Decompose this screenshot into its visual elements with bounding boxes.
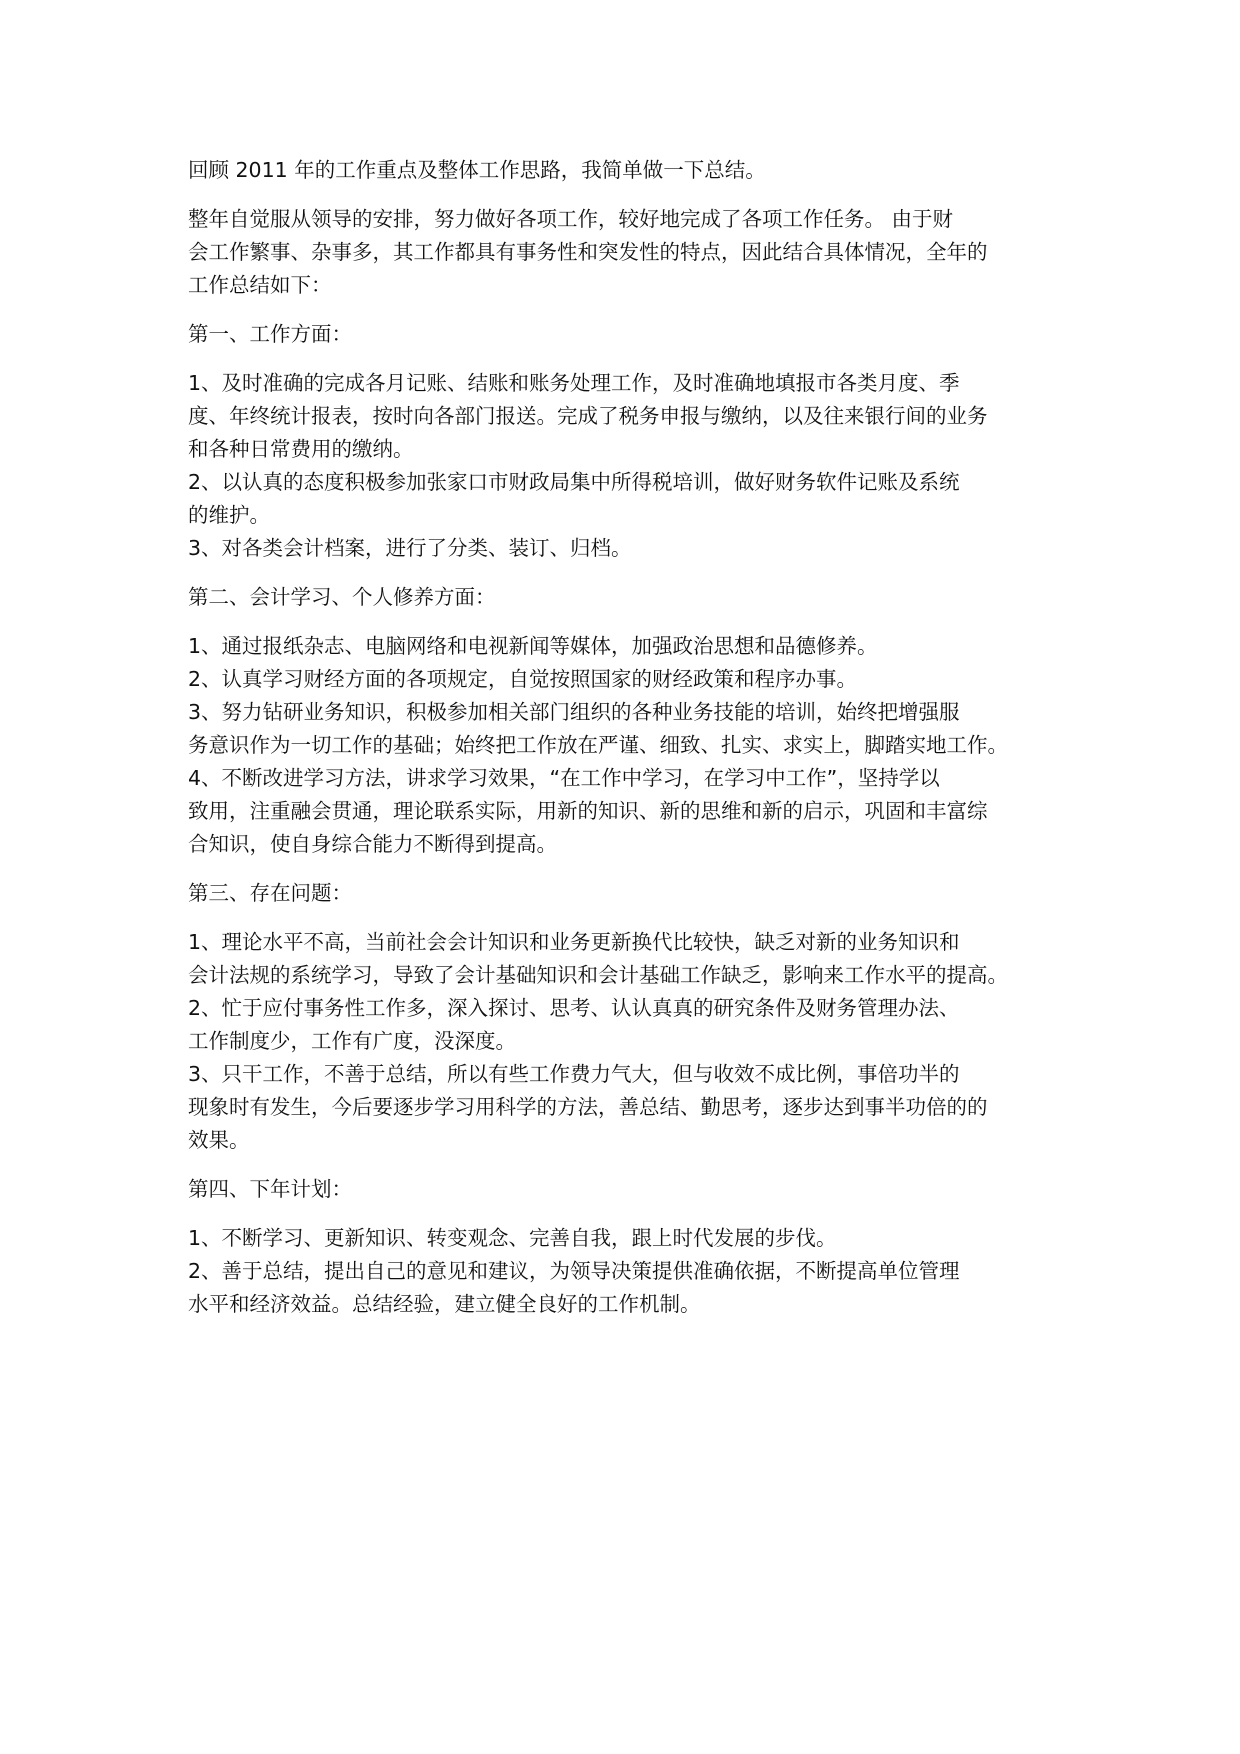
problem-item-line: 2、忙于应付事务性工作多，深入探讨、思考、认认真真的研究条件及财务管理办法、 (188, 996, 960, 1020)
study-item-line: 4、不断改进学习方法，讲求学习效果，“在工作中学习，在学习中工作”，坚持学以 (188, 766, 940, 790)
plan-item-line: 2、善于总结，提出自己的意见和建议，为领导决策提供准确依据，不断提高单位管理 (188, 1259, 960, 1283)
work-item-line: 和各种日常费用的缴纳。 (188, 437, 414, 461)
section-heading-problems: 第三、存在问题： (188, 881, 352, 905)
work-item-line: 度、年终统计报表，按时向各部门报送。完成了税务申报与缴纳，以及往来银行间的业务 (188, 404, 988, 428)
problem-item-line: 3、只干工作，不善于总结，所以有些工作费力气大，但与收效不成比例，事倍功半的 (188, 1062, 960, 1086)
summary-paragraph-line: 整年自觉服从领导的安排，努力做好各项工作，较好地完成了各项工作任务。 由于财 (188, 207, 954, 231)
work-item-line: 2、以认真的态度积极参加张家口市财政局集中所得税培训，做好财务软件记账及系统 (188, 470, 960, 494)
intro-line: 回顾 2011 年的工作重点及整体工作思路，我简单做一下总结。 (188, 158, 766, 182)
summary-paragraph-line: 工作总结如下： (188, 273, 332, 297)
problem-item-line: 工作制度少，工作有广度，没深度。 (188, 1029, 516, 1053)
study-item-line: 3、努力钻研业务知识，积极参加相关部门组织的各种业务技能的培训，始终把增强服 (188, 700, 960, 724)
study-item-line: 1、通过报纸杂志、电脑网络和电视新闻等媒体，加强政治思想和品德修养。 (188, 634, 878, 658)
study-item-line: 2、认真学习财经方面的各项规定，自觉按照国家的财经政策和程序办事。 (188, 667, 858, 691)
section-heading-plan: 第四、下年计划： (188, 1177, 352, 1201)
section-heading-work: 第一、工作方面： (188, 322, 352, 346)
problem-item-line: 1、理论水平不高，当前社会会计知识和业务更新换代比较快，缺乏对新的业务知识和 (188, 930, 960, 954)
problem-item-line: 现象时有发生，今后要逐步学习用科学的方法，善总结、勤思考，逐步达到事半功倍的的 (188, 1095, 988, 1119)
work-item-line: 的维护。 (188, 503, 270, 527)
plan-item-line: 1、不断学习、更新知识、转变观念、完善自我，跟上时代发展的步伐。 (188, 1226, 837, 1250)
plan-item-line: 水平和经济效益。总结经验，建立健全良好的工作机制。 (188, 1292, 701, 1316)
section-heading-study: 第二、会计学习、个人修养方面： (188, 585, 496, 609)
work-item-line: 1、及时准确的完成各月记账、结账和账务处理工作，及时准确地填报市各类月度、季 (188, 371, 960, 395)
problem-item-line: 会计法规的系统学习，导致了会计基础知识和会计基础工作缺乏，影响来工作水平的提高。 (188, 963, 1008, 987)
study-item-line: 合知识，使自身综合能力不断得到提高。 (188, 832, 557, 856)
work-item-line: 3、对各类会计档案，进行了分类、装订、归档。 (188, 536, 632, 560)
study-item-line: 务意识作为一切工作的基础；始终把工作放在严谨、细致、扎实、求实上，脚踏实地工作。 (188, 733, 1008, 757)
study-item-line: 致用，注重融会贯通，理论联系实际，用新的知识、新的思维和新的启示，巩固和丰富综 (188, 799, 988, 823)
problem-item-line: 效果。 (188, 1128, 250, 1152)
summary-paragraph-line: 会工作繁事、杂事多，其工作都具有事务性和突发性的特点，因此结合具体情况，全年的 (188, 240, 988, 264)
